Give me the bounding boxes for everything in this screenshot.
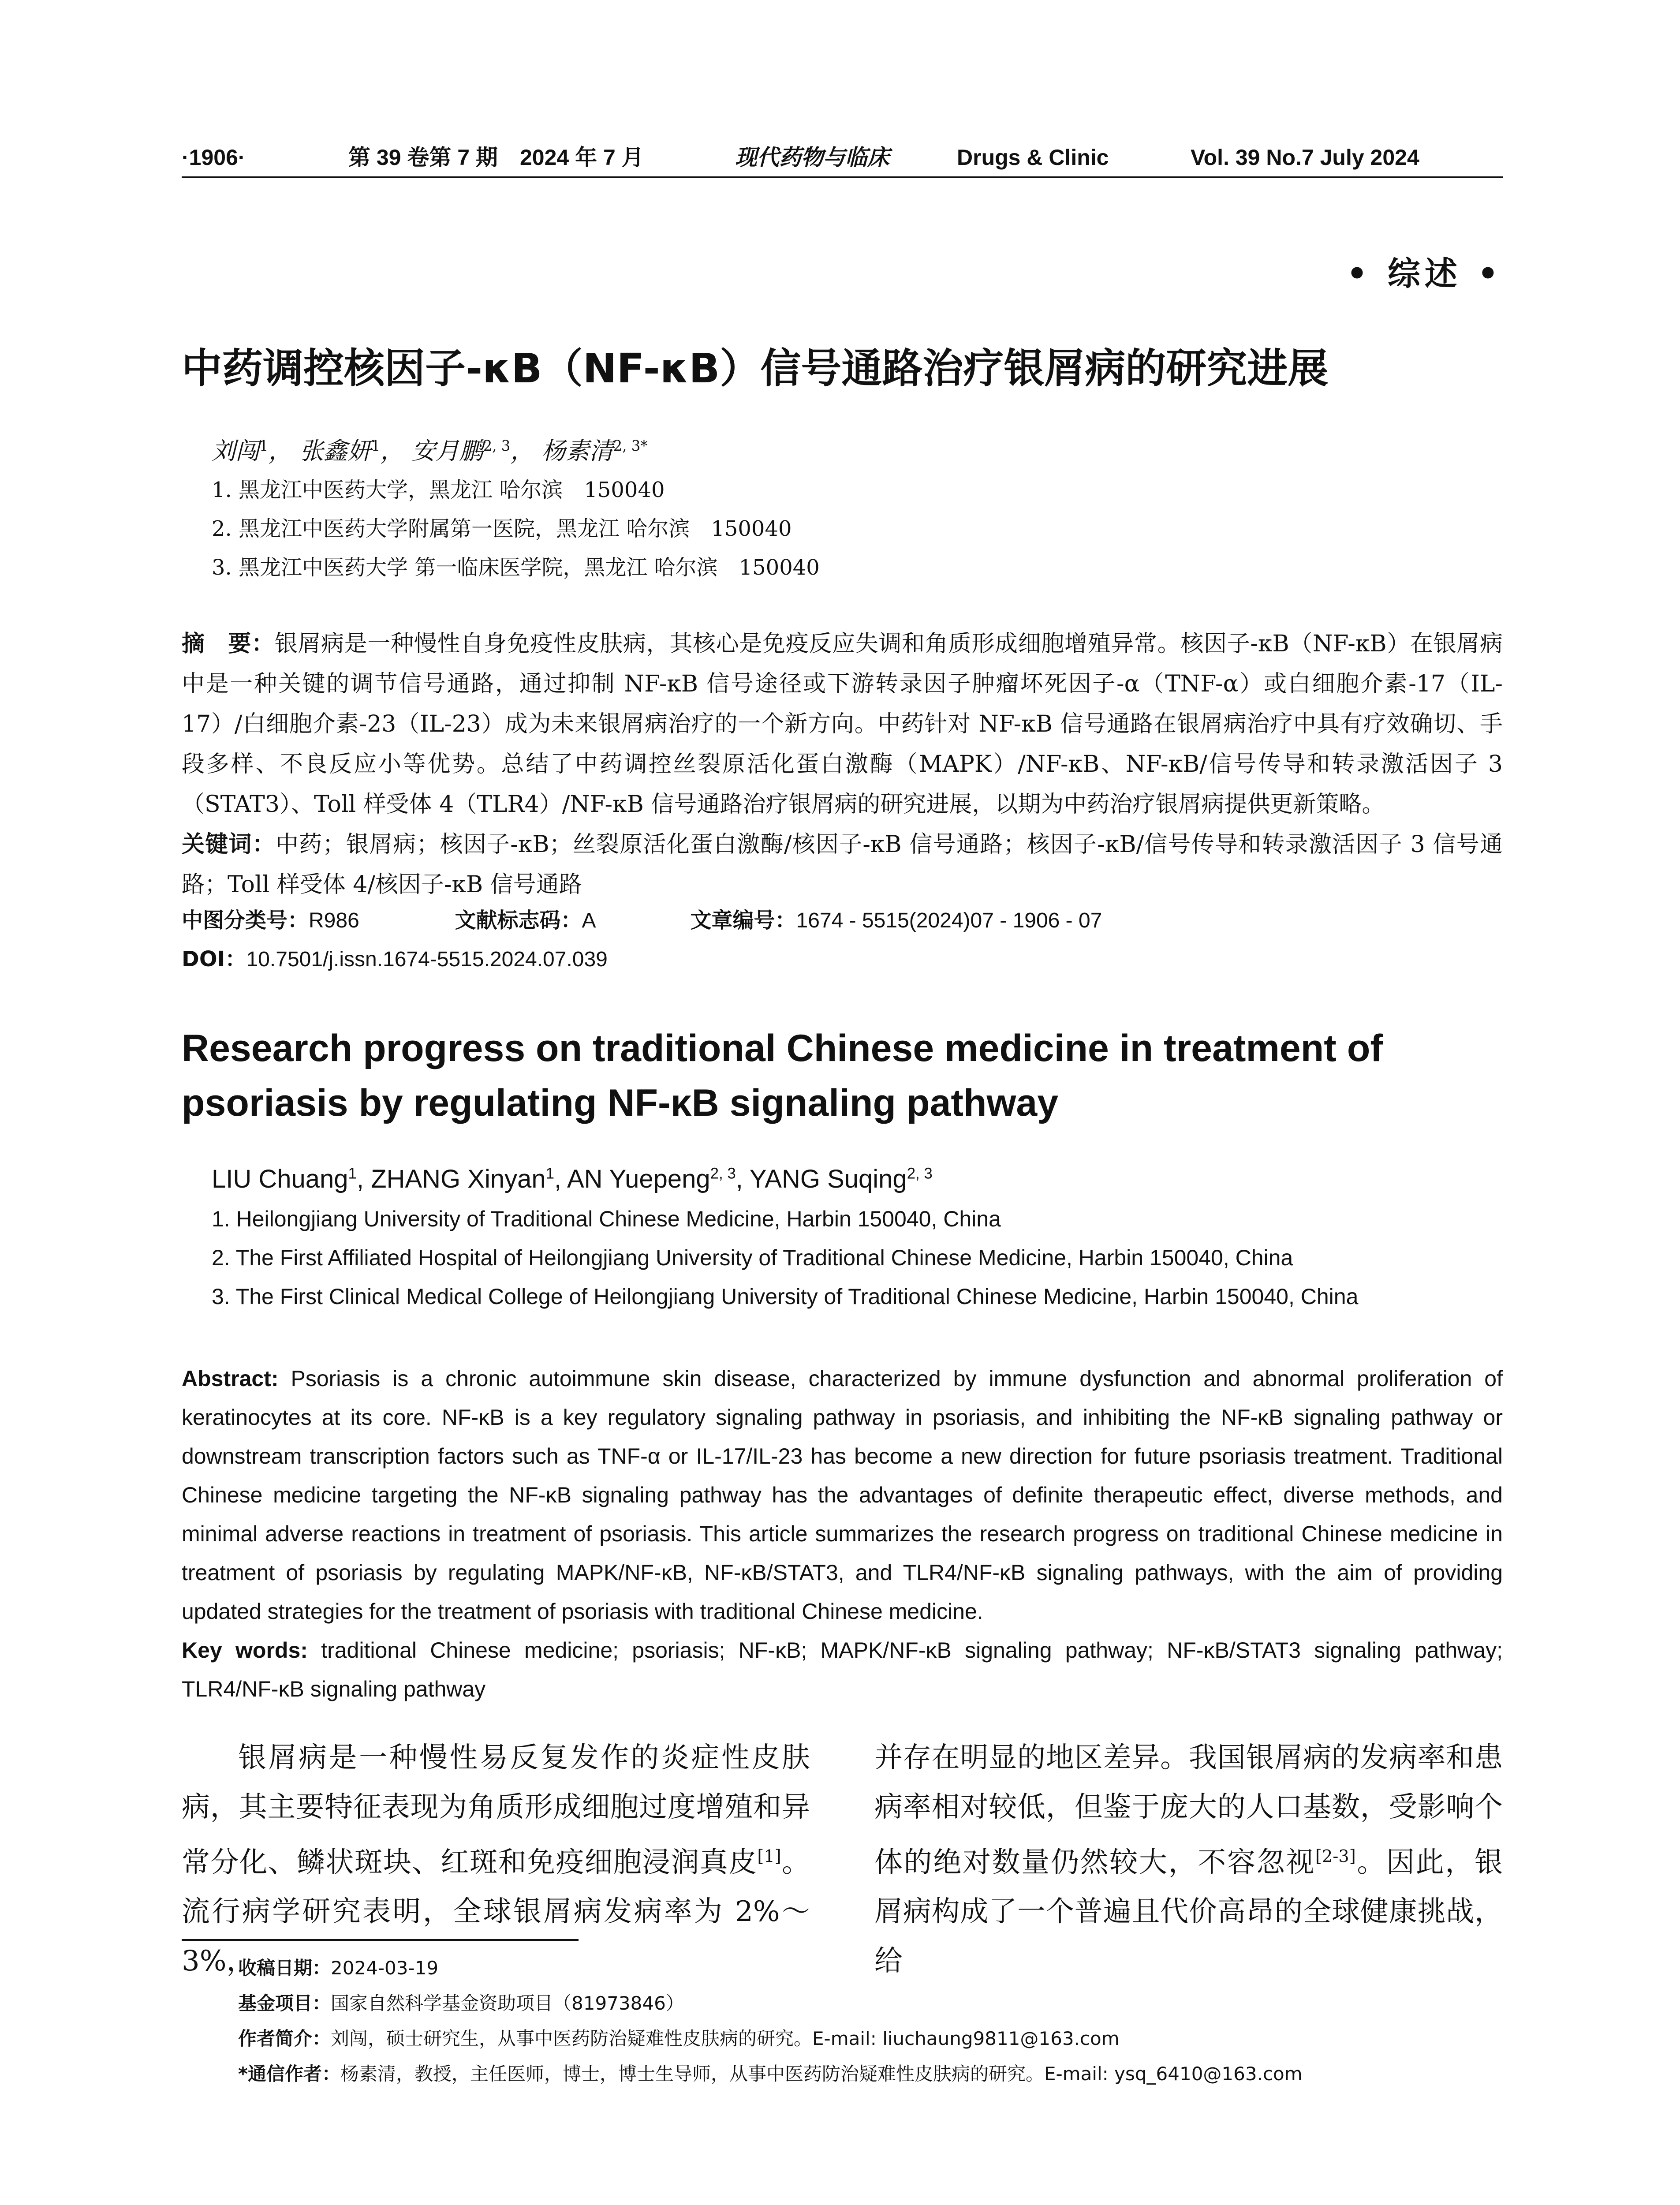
keywords-en-text: traditional Chinese medicine; psoriasis; NF-κB; MAPK/NF-κB signaling pathway; NF-κB/STAT3 signaling pathway; TLR4/NF-κB signaling pathway: [182, 1638, 1503, 1701]
author-name: 安月鹏: [411, 437, 483, 465]
author-affil-en: 1: [545, 1165, 554, 1182]
journal-name-en: Drugs & Clinic: [957, 145, 1109, 170]
author-name: 刘闯: [212, 437, 259, 465]
abstract-cn-label: 摘 要：: [182, 631, 275, 657]
body-column-left: [182, 1733, 810, 1986]
author-affil-en: 2, 3: [710, 1165, 736, 1182]
doc-code-value: A: [582, 909, 595, 932]
author-affil: 1: [371, 437, 381, 454]
keywords-cn-text: 中药；银屑病；核因子-κB；丝裂原活化蛋白激酶/核因子-κB 信号通路；核因子-κB/信号传导和转录激活因子 3 信号通路；Toll 样受体 4/核因子-κB 信号通路: [182, 831, 1503, 898]
citation-ref[interactable]: [2-3]: [1315, 1846, 1356, 1866]
authors-cn: 刘闯$^1$， 张鑫妍$^1$， 安月鹏$^{2, 3}$， 杨素清$^{2, 3*}$: [212, 437, 648, 465]
footnote-text: 刘闯，硕士研究生，从事中医药防治疑难性皮肤病的研究。E-mail: liuchaung9811@163.com: [331, 2028, 1120, 2049]
affiliation-cn: 2. 黑龙江中医药大学附属第一医院，黑龙江 哈尔滨 150040: [212, 516, 792, 541]
footnote-text: 2024-03-19: [331, 1957, 439, 1979]
title-cn: 中药调控核因子-κB（NF-κB）信号通路治疗银屑病的研究进展: [182, 345, 1329, 392]
affiliation-en: 3. The First Clinical Medical College of Heilongjiang University of Traditional Chinese Medicine, Harbin 150040, China: [212, 1284, 1359, 1309]
footnote-author: [238, 2024, 1120, 2051]
affiliation-en: 1. Heilongjiang University of Traditional Chinese Medicine, Harbin 150040, China: [212, 1207, 1001, 1231]
abstract-en: [182, 1359, 1503, 1708]
author-affil: 1: [259, 437, 269, 454]
affiliation-cn: 3. 黑龙江中医药大学 第一临床医学院，黑龙江 哈尔滨 150040: [212, 555, 820, 580]
footnote-fund: [238, 1989, 684, 2015]
author-affil-en: 1: [348, 1165, 357, 1182]
affiliation-cn: 1. 黑龙江中医药大学，黑龙江 哈尔滨 150040: [212, 478, 665, 502]
keywords-en-label: Key words:: [182, 1638, 308, 1663]
doi-value[interactable]: 10.7501/j.issn.1674-5515.2024.07.039: [246, 948, 608, 971]
author-affil-en: 2, 3: [907, 1165, 933, 1182]
footnote-label: 作者简介：: [238, 2028, 331, 2049]
author-name-en: ZHANG Xinyan: [371, 1165, 546, 1193]
clc-label: 中图分类号：: [182, 908, 309, 933]
footnote-corresponding: [238, 2059, 1303, 2086]
header-rule: [182, 176, 1503, 178]
author-name-en: AN Yuepeng: [567, 1165, 710, 1193]
citation-ref[interactable]: [1]: [757, 1846, 781, 1866]
doc-code-label: 文献标志码：: [455, 908, 582, 933]
doi-line: [182, 942, 608, 972]
abstract-cn: [182, 624, 1503, 905]
running-header: [182, 142, 1503, 177]
issue-cn: 第 39 卷第 7 期 2024 年 7 月: [348, 145, 644, 170]
body-column-right: [874, 1733, 1503, 1986]
abstract-cn-text: 银屑病是一种慢性自身免疫性皮肤病，其核心是免疫反应失调和角质形成细胞增殖异常。核因子-κB（NF-κB）在银屑病中是一种关键的调节信号通路，通过抑制 NF-κB 信号途径或下游转录因子肿瘤坏死因子-α（TNF-α）或白细胞介素-17（IL-17）/白细胞介素-23（IL-23）成为未来银屑病治疗的一个新方向。中药针对 NF-κB 信号通路在银屑病治疗中具有疗效确切、手段多样、不良反应小等优势。总结了中药调控丝裂原活化蛋白激酶（MAPK）/NF-κB、NF-κB/信号传导和转录激活因子 3（STAT3）、Toll 样受体 4（TLR4）/NF-κB 信号通路治疗银屑病的研究进展，以期为中药治疗银屑病提供更新策略。: [182, 631, 1503, 818]
affiliation-en: 2. The First Affiliated Hospital of Heilongjiang University of Traditional Chinese Medicine, Harbin 150040, China: [212, 1245, 1293, 1270]
footnote-label: *通信作者：: [238, 2063, 340, 2085]
article-number-value: 1674 - 5515(2024)07 - 1906 - 07: [796, 909, 1102, 932]
classification-line: [182, 903, 1102, 934]
author-affil: 2, 3: [483, 437, 511, 454]
journal-name-cn: 现代药物与临床: [735, 144, 889, 170]
author-name: 张鑫妍: [299, 437, 371, 465]
footnote-label: 基金项目：: [238, 1992, 331, 2014]
abstract-en-text: Psoriasis is a chronic autoimmune skin disease, characterized by immune dysfunction and abnormal proliferation of keratinocytes at its core. NF-κB is a key regulatory signaling pathway in psoriasis, and inhibiting the NF-κB signaling pathway or downstream transcription factors such as TNF-α or IL-17/IL-23 has become a new direction for future psoriasis treatment. Traditional Chinese medicine targeting the NF-κB signaling pathway has the advantages of definite therapeutic effect, diverse methods, and minimal adverse reactions in treatment of psoriasis. This article summarizes the research progress on traditional Chinese medicine in treatment of psoriasis by regulating MAPK/NF-κB, NF-κB/STAT3, and TLR4/NF-κB signaling pathways, with the aim of providing updated strategies for the treatment of psoriasis with traditional Chinese medicine.: [182, 1366, 1503, 1624]
body-text: 并存在明显的地区差异。我国银屑病的发病率和患病率相对较低，但鉴于庞大的人口基数，受影响个体的绝对数量仍然较大，不容忽视: [874, 1742, 1503, 1879]
author-name: 杨素清: [541, 437, 613, 465]
footnote-received: [238, 1954, 438, 1980]
title-en: Research progress on traditional Chinese medicine in treatment of psoriasis by regulating NF-κB signaling pathway: [182, 1027, 1383, 1124]
article-number-label: 文章编号：: [690, 908, 796, 933]
keywords-cn-label: 关键词：: [182, 831, 276, 858]
page-number: ·1906·: [182, 145, 246, 170]
authors-en: LIU Chuang$^1$, ZHANG Xinyan$^1$, AN Yuepeng$^{2, 3}$, YANG Suqing$^{2, 3}$: [212, 1165, 933, 1193]
body-text: 。因此，银屑病构成了一个普遍且代价高昂的全球健康挑战，给: [874, 1846, 1503, 1978]
body-text: 。流行病学研究表明，全球银屑病发病率为 2%～3%，: [182, 1846, 810, 1978]
body-text: 银屑病是一种慢性易反复发作的炎症性皮肤病，其主要特征表现为角质形成细胞过度增殖和异常分化、鳞状斑块、红斑和免疫细胞浸润真皮: [182, 1742, 810, 1879]
footnote-text: 杨素清，教授，主任医师，博士，博士生导师，从事中医药防治疑难性皮肤病的研究。E-mail: ysq_6410@163.com: [340, 2063, 1303, 2085]
doi-label: DOI：: [182, 947, 246, 972]
clc-value: R986: [309, 909, 359, 932]
footnote-rule: [182, 1939, 579, 1941]
author-name-en: LIU Chuang: [212, 1165, 348, 1193]
abstract-en-label: Abstract:: [182, 1366, 279, 1391]
footnote-label: 收稿日期：: [238, 1957, 331, 1979]
author-name-en: YANG Suqing: [749, 1165, 907, 1193]
author-affil: 2, 3*: [613, 437, 648, 454]
issue-en: Vol. 39 No.7 July 2024: [1191, 145, 1419, 170]
section-label: • 综述 •: [1346, 255, 1503, 293]
footnote-text: 国家自然科学基金资助项目（81973846）: [331, 1992, 684, 2014]
